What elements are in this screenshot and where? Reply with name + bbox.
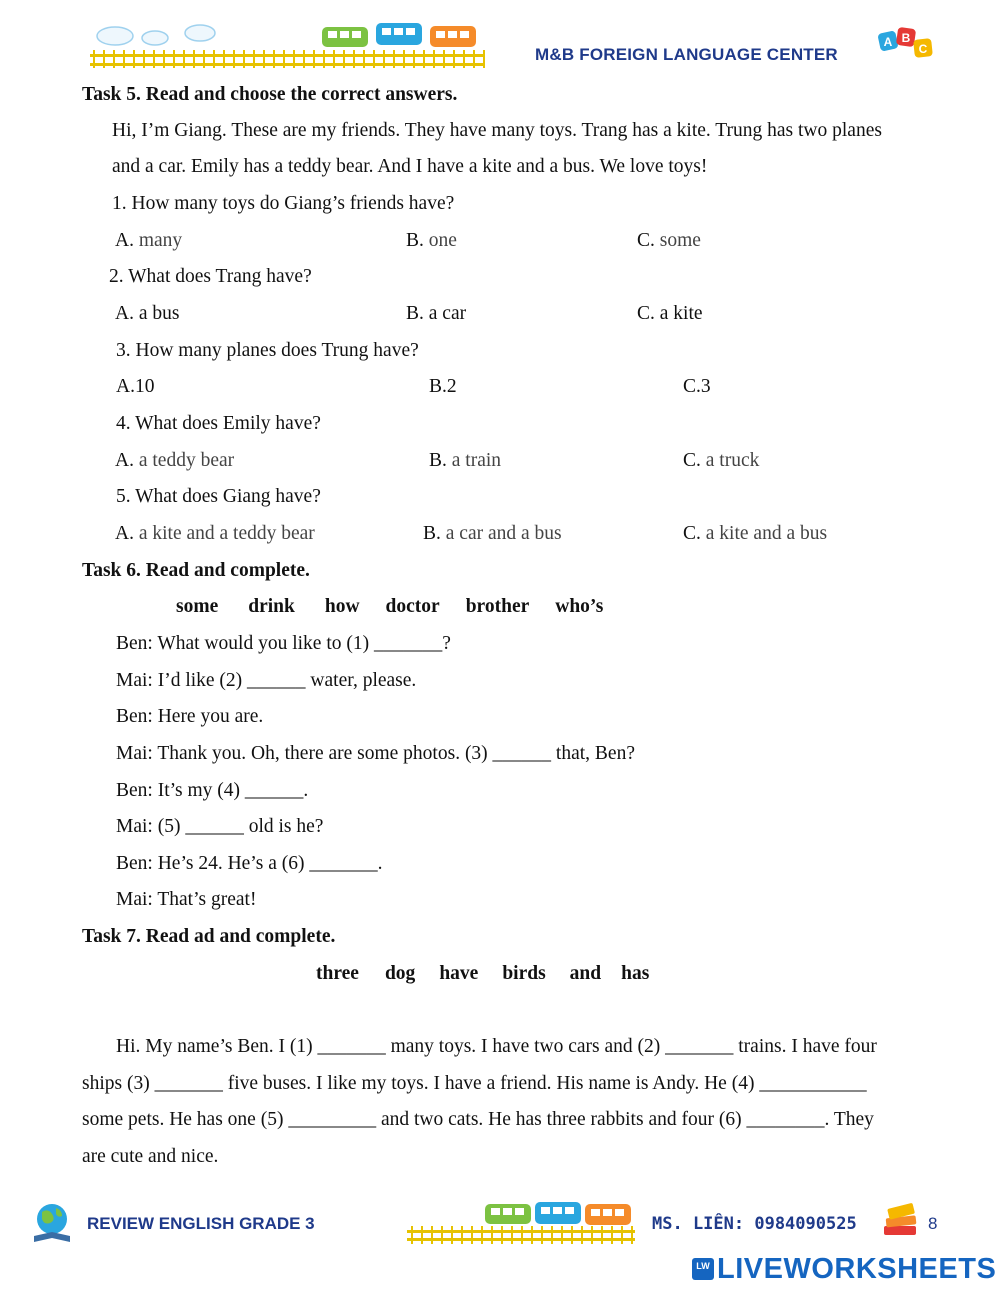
option-text: a truck <box>705 450 760 471</box>
word-bank-item: some <box>176 596 219 617</box>
word-bank-item: how <box>324 596 360 617</box>
option-text: a kite and a teddy bear <box>138 523 315 544</box>
liveworksheets-logo-letters: LW <box>696 1261 710 1271</box>
word-bank-item: has <box>621 963 650 984</box>
option-letter: B. <box>423 523 441 544</box>
option-3c[interactable] <box>683 375 711 399</box>
dialogue-line: Mai: That’s great! <box>116 889 257 910</box>
option-3b[interactable] <box>429 375 457 399</box>
option-letter: B. <box>406 303 424 324</box>
liveworksheets-wordmark: LIVEWORKSHEETS <box>717 1253 997 1285</box>
dialogue-line: Ben: Here you are. <box>116 706 264 727</box>
option-1a[interactable] <box>115 229 182 253</box>
option-2b[interactable] <box>406 302 466 326</box>
option-letter: A. <box>115 450 134 471</box>
option-text: a train <box>451 450 502 471</box>
cloud-icon <box>97 25 215 45</box>
dialogue-line: Ben: It’s my (4) ______. <box>116 780 309 801</box>
word-bank-item: and <box>569 963 602 984</box>
task7-word-bank <box>316 962 649 986</box>
train-icon <box>322 23 476 47</box>
option-letter: B. <box>429 450 447 471</box>
question-4: 4. What does Emily have? <box>116 413 321 434</box>
word-bank-item: doctor <box>385 596 440 617</box>
page-number: 8 <box>928 1214 938 1233</box>
footer-title: REVIEW ENGLISH GRADE 3 <box>87 1214 315 1233</box>
option-letter: C. <box>683 376 701 397</box>
abc-letter: A <box>883 35 893 49</box>
option-1b[interactable] <box>406 229 457 253</box>
option-5a[interactable] <box>115 522 315 546</box>
footer-contact: MS. LIÊN: 0984090525 <box>652 1214 857 1234</box>
train-track-decoration <box>85 18 495 70</box>
option-4b[interactable] <box>429 449 501 473</box>
option-letter: B. <box>406 230 424 251</box>
question-1: 1. How many toys do Giang’s friends have? <box>112 193 455 214</box>
word-bank-item: have <box>439 963 479 984</box>
word-bank-item: three <box>316 963 359 984</box>
option-text: 10 <box>134 376 155 397</box>
task5-passage-line: and a car. Emily has a teddy bear. And I have a kite and a bus. We love toys! <box>112 156 708 177</box>
option-letter: A. <box>115 303 134 324</box>
task7-passage-line: ships (3) _______ five buses. I like my toys. I have a friend. His name is Andy. He (4) ___________ <box>82 1073 867 1094</box>
task6-word-bank <box>176 595 603 619</box>
dialogue-line: Mai: I’d like (2) ______ water, please. <box>116 670 417 691</box>
option-text: some <box>659 230 701 251</box>
option-text: a teddy bear <box>138 450 235 471</box>
task7-passage-line: some pets. He has one (5) _________ and two cats. He has three rabbits and four (6) ________. They <box>82 1109 874 1130</box>
globe-book-icon <box>30 1200 76 1246</box>
option-text: a car <box>428 303 467 324</box>
option-5b[interactable] <box>423 522 562 546</box>
option-text: a kite <box>659 303 703 324</box>
option-letter: B. <box>429 376 447 397</box>
dialogue-line: Mai: (5) ______ old is he? <box>116 816 324 837</box>
train-icon <box>405 1198 637 1244</box>
option-letter: C. <box>683 450 701 471</box>
option-letter: C. <box>637 230 655 251</box>
task7-passage-line: Hi. My name’s Ben. I (1) _______ many toys. I have two cars and (2) _______ trains. I have four <box>116 1036 877 1057</box>
dialogue-line: Ben: He’s 24. He’s a (6) _______. <box>116 853 383 874</box>
option-2a[interactable] <box>115 302 179 326</box>
option-2c[interactable] <box>637 302 703 326</box>
task5-passage-line: Hi, I’m Giang. These are my friends. They have many toys. Trang has a kite. Trung has two planes <box>112 120 882 141</box>
question-3: 3. How many planes does Trung have? <box>116 340 419 361</box>
option-letter: A. <box>115 523 134 544</box>
task7-title: Task 7. Read ad and complete. <box>82 926 336 947</box>
word-bank-item: dog <box>384 963 416 984</box>
option-text: one <box>428 230 457 251</box>
dialogue-line: Ben: What would you like to (1) _______? <box>116 633 451 654</box>
task6-title: Task 6. Read and complete. <box>82 560 310 581</box>
option-text: 2 <box>446 376 457 397</box>
question-2: 2. What does Trang have? <box>109 266 312 287</box>
option-3a[interactable] <box>116 375 154 399</box>
word-bank-item: birds <box>502 963 546 984</box>
task5-title: Task 5. Read and choose the correct answers. <box>82 84 458 105</box>
option-5c[interactable] <box>683 522 827 546</box>
dialogue-line: Mai: Thank you. Oh, there are some photos. (3) ______ that, Ben? <box>116 743 635 764</box>
option-letter: C. <box>683 523 701 544</box>
abc-letter: B <box>901 31 911 45</box>
center-name: M&B FOREIGN LANGUAGE CENTER <box>535 45 838 64</box>
option-text: a kite and a bus <box>705 523 828 544</box>
books-icon <box>880 1200 920 1240</box>
word-bank-item: brother <box>465 596 530 617</box>
option-text: a car and a bus <box>445 523 562 544</box>
option-text: many <box>138 230 183 251</box>
abc-letter: C <box>918 42 928 56</box>
option-letter: A. <box>115 230 134 251</box>
option-letter: A. <box>116 376 135 397</box>
option-text: 3 <box>700 376 711 397</box>
option-4c[interactable] <box>683 449 759 473</box>
question-5: 5. What does Giang have? <box>116 486 321 507</box>
option-letter: C. <box>637 303 655 324</box>
task7-passage-line: are cute and nice. <box>82 1146 219 1167</box>
option-text: a bus <box>138 303 180 324</box>
option-1c[interactable] <box>637 229 701 253</box>
option-4a[interactable] <box>115 449 234 473</box>
word-bank-item: who’s <box>555 596 604 617</box>
abc-blocks-icon <box>876 26 938 64</box>
word-bank-item: drink <box>248 596 295 617</box>
